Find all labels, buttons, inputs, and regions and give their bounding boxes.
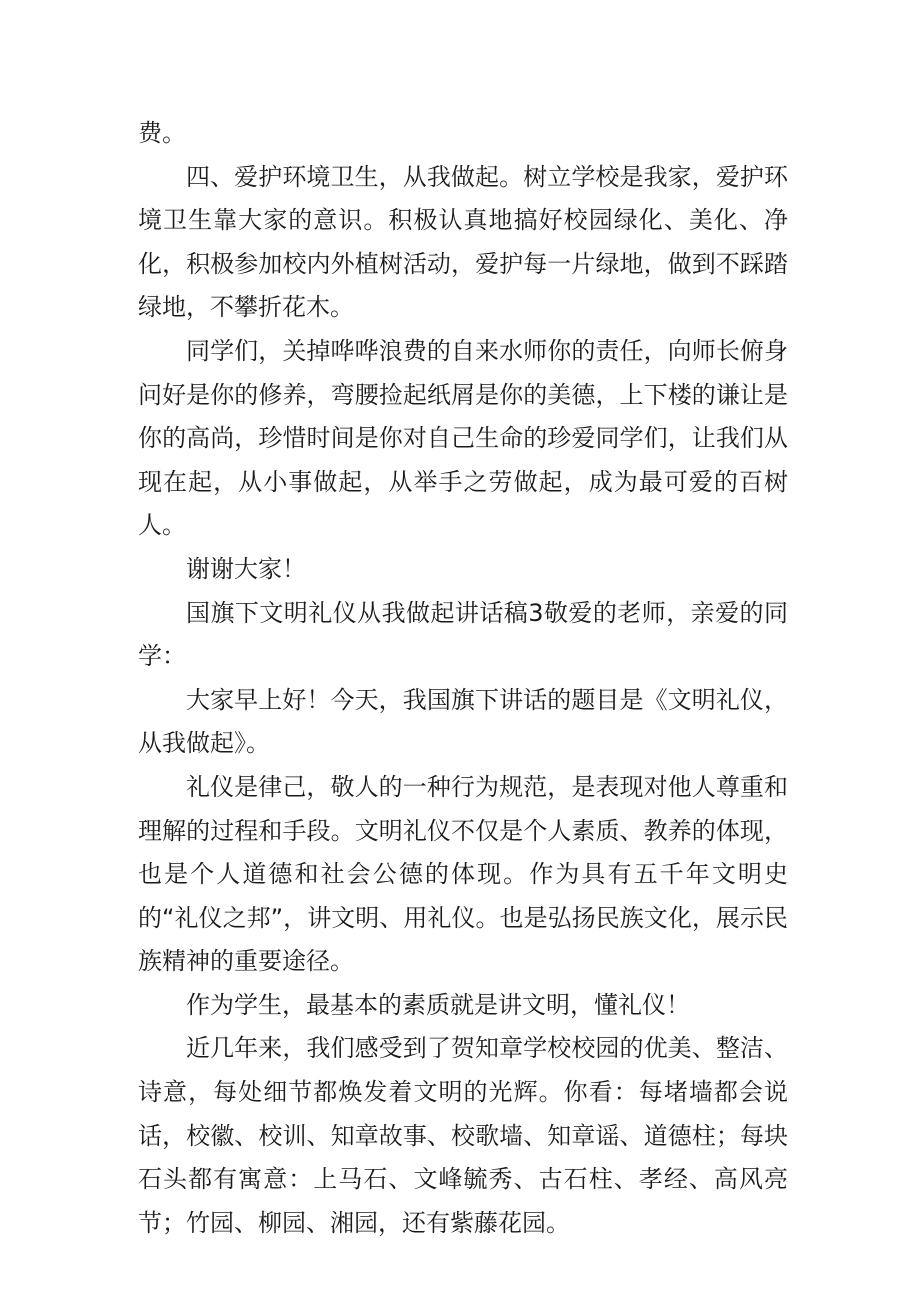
- paragraph-thanks: 谢谢大家！: [186, 554, 306, 583]
- paragraph-environment: 四、爱护环境卫生，从我做起。树立学校是我家，爱护环境卫生靠大家的意识。积极认真地搞好校园绿化、美化、净化，积极参加校内外植树活动，爱护每一片绿地，做到不踩踏绿地，不攀折花木。: [138, 162, 788, 322]
- paragraph-campus: 近几年来，我们感受到了贺知章学校校园的优美、整洁、诗意，每处细节都焕发着文明的光辉。你看：每堵墙都会说话，校徽、校训、知章故事、校歌墙、知章谣、道德柱；每块石头都有寓意：上马石、文峰毓秀、古石柱、孝经、高风亮节；竹园、柳园、湘园，还有紫藤花园。: [138, 1034, 788, 1237]
- paragraph-students: 作为学生，最基本的素质就是讲文明，懂礼仪！: [186, 990, 690, 1019]
- paragraph-speech-title: 国旗下文明礼仪从我做起讲话稿3敬爱的老师，亲爱的同学：: [138, 598, 788, 671]
- paragraph-continuation: 费。: [138, 119, 186, 147]
- document-body: [138, 112, 788, 1245]
- paragraph-greeting: 大家早上好！今天，我国旗下讲话的题目是《文明礼仪，从我做起》。: [138, 685, 788, 758]
- paragraph-appeal: 同学们，关掉哗哗浪费的自来水师你的责任，向师长俯身问好是你的修养，弯腰捡起纸屑是你的美德，上下楼的谦让是你的高尚，珍惜时间是你对自己生命的珍爱同学们，让我们从现在起，从小事做起，从举手之劳做起，成为最可爱的百树人。: [138, 336, 788, 540]
- paragraph-etiquette: 礼仪是律己，敬人的一种行为规范，是表现对他人尊重和理解的过程和手段。文明礼仪不仅是个人素质、教养的体现，也是个人道德和社会公德的体现。作为具有五千年文明史的“礼仪之邦”，讲文明、用礼仪。也是弘扬民族文化，展示民族精神的重要途径。: [138, 772, 788, 976]
